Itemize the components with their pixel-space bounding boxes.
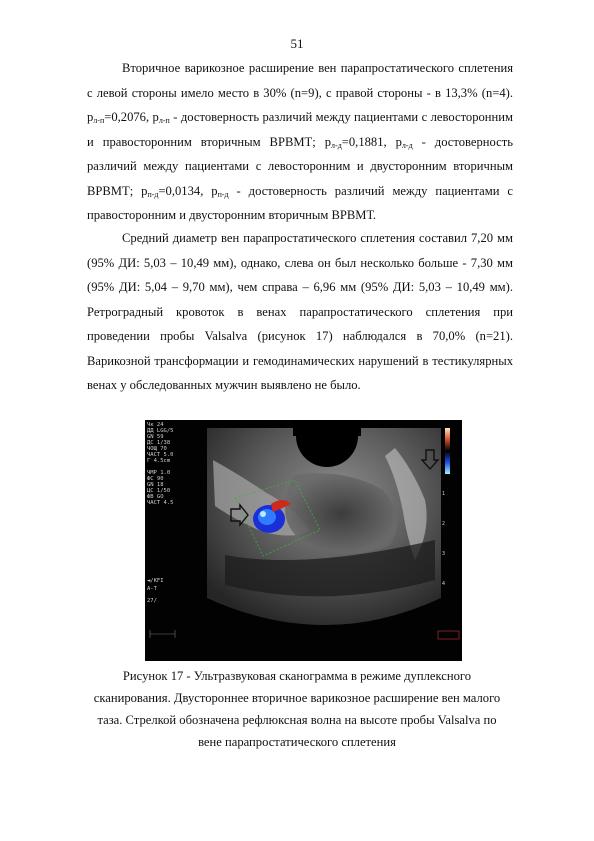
figure-caption <box>75 665 519 753</box>
bottom-right-indicator <box>438 631 459 639</box>
bottom-left-labels <box>147 578 164 604</box>
svg-text:1: 1 <box>442 491 446 497</box>
doppler-color-scale <box>445 428 450 474</box>
svg-text:ДД LGG/5: ДД LGG/5 <box>147 428 174 434</box>
caption-line: сканирования. Двустороннее вторичное варикозное расширение вен малого <box>93 691 501 705</box>
paragraph-vein-diameter: Средний диаметр вен парапростатического сплетения составил 7,20 мм (95% ДИ: 5,03 – 10,49 мм), однако, слева он был несколько больше - 7,30 мм (95% ДИ: 5,04 – 9,70 мм), чем справа – 6,96 мм (95% ДИ: 5,03 – 10,49 мм). Ретроградный кровоток в венах парапростатического сплетения при проведении пробы Valsalva (рисунок 17) наблюдался в 70,0% (n=21). Варикозной трансформации и гемодинамических нарушений в тестикулярных венах у обследованных мужчин выявлено не было. <box>87 231 513 392</box>
svg-text:ЧОЩ 70: ЧОЩ 70 <box>147 446 167 452</box>
svg-text:ЦС 1/50: ЦС 1/50 <box>147 488 171 494</box>
ultrasound-figure <box>145 420 462 661</box>
svg-text:ДС 1/38: ДС 1/38 <box>147 440 171 446</box>
caption-line: вене парапростатического сплетения <box>198 735 396 749</box>
svg-text:A-T: A-T <box>147 586 157 592</box>
caption-line: таза. Стрелкой обозначена рефлюксная волна на высоте пробы Valsalva по <box>97 713 497 727</box>
svg-text:ЧАСТ 5.0: ЧАСТ 5.0 <box>147 452 174 458</box>
svg-text:Г 4.5cm: Г 4.5cm <box>147 458 171 464</box>
svg-text:GN 59: GN 59 <box>147 434 164 440</box>
depth-scale <box>442 491 445 587</box>
svg-text:ФВ GO: ФВ GO <box>147 494 164 500</box>
paragraph-varicose-sides: Вторичное варикозное расширение вен парапростатического сплетения с левой стороны имело место в 30% (n=9), с правой стороны - в 13,3% (n=4). $p_{л-п}=0,2076$, $p_{л-п}$ - достоверность различий между пациентами с левосторонним и правосторонним вторичным ВРВМТ; $p_{л-д}=0,1881$, $p_{л-д}$ - достоверность различий между пациентами с левосторонним и двусторонним вторичным ВРВМТ; $p_{п-д}=0,0134$, $p_{п-д}$ - достоверность различий между пациентами с правосторонним и двусторонним вторичным ВРВМТ. <box>87 61 513 222</box>
page-number: 51 <box>290 36 304 51</box>
svg-text:◄/KFI: ◄/KFI <box>147 578 164 584</box>
ultrasound-image <box>145 420 462 661</box>
svg-text:ЧАСТ 4.5: ЧАСТ 4.5 <box>147 500 174 506</box>
svg-text:3: 3 <box>442 551 446 557</box>
svg-text:27/: 27/ <box>147 598 157 604</box>
svg-text:2: 2 <box>442 521 446 527</box>
svg-text:4: 4 <box>442 581 446 587</box>
ultrasound-parameters <box>147 422 174 506</box>
svg-text:ЧМР 1.0: ЧМР 1.0 <box>147 470 171 476</box>
svg-text:ФС 90: ФС 90 <box>147 476 164 482</box>
svg-text:GN 18: GN 18 <box>147 482 164 488</box>
svg-text:Чк 24: Чк 24 <box>147 422 164 428</box>
caption-line: Рисунок 17 - Ультразвуковая сканограмма в режиме дуплексного <box>122 669 472 683</box>
